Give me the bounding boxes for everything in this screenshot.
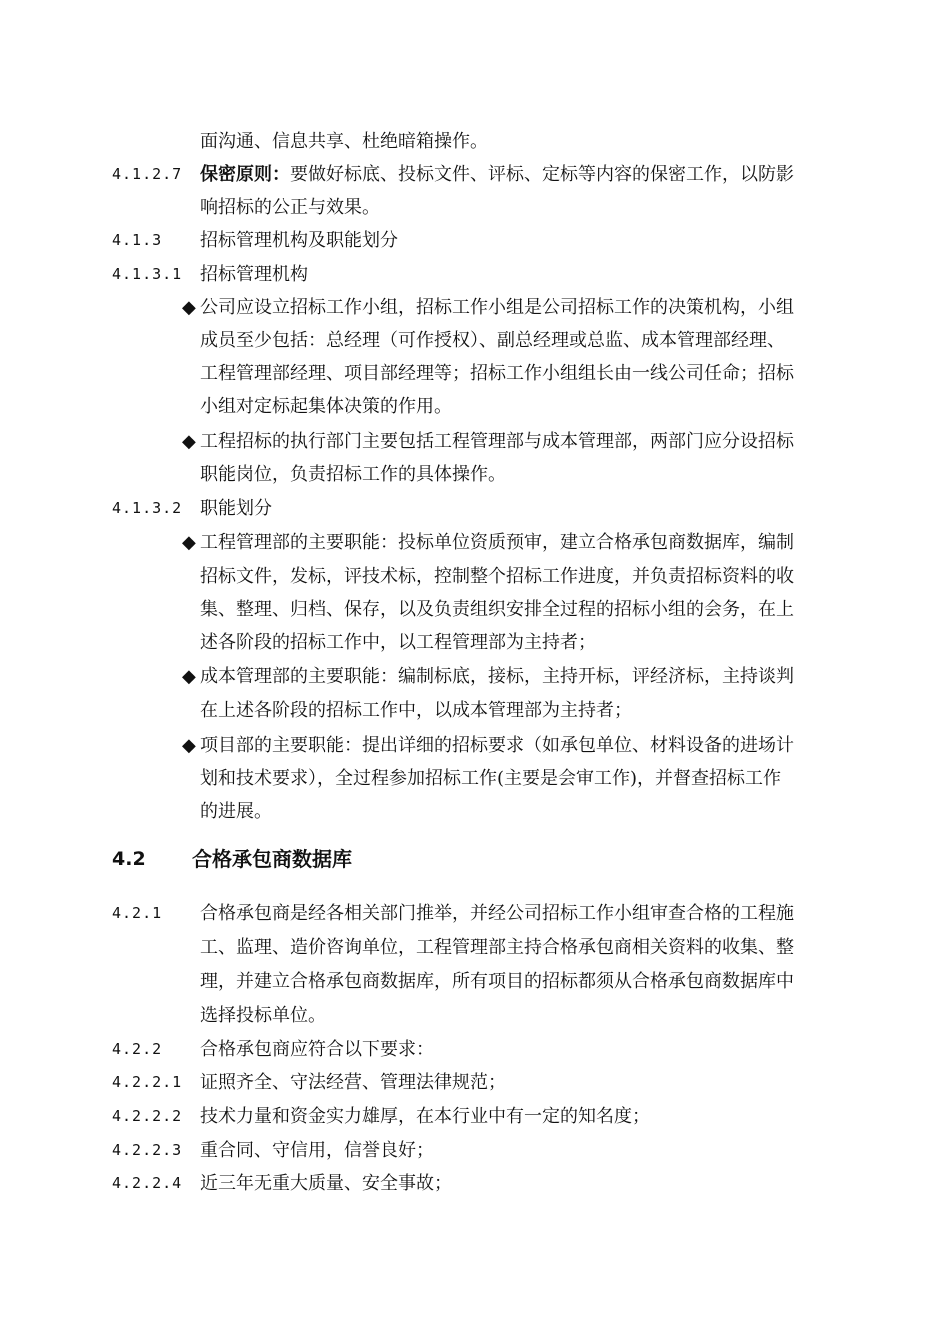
line-text: 成员至少包括：总经理（可作授权）、副总经理或总监、成本管理部经理、 [200,330,785,351]
bullet-text: 公司应设立招标工作小组，招标工作小组是公司招标工作的决策机构，小组 [200,297,794,318]
line-text: 响招标的公正与效果。 [200,197,380,218]
bullet-text: 项目部的主要职能：提出详细的招标要求（如承包单位、材料设备的进场计 [200,735,794,756]
clause-number: 4.2.2 [112,1040,163,1058]
clause-text [200,158,840,191]
line-text: 招标文件，发标，评技术标，控制整个招标工作进度，并负责招标资料的收 [200,566,794,587]
clause-text: 招标管理机构及职能划分 [200,230,398,251]
bullet-text: 成本管理部的主要职能：编制标底，接标，主持开标，评经济标，主持谈判 [200,666,794,687]
clause-number: 4.1.3 [112,231,163,249]
line-text: 面沟通、信息共享、杜绝暗箱操作。 [200,131,488,152]
clause-text: 招标管理机构 [200,264,308,285]
clause-number: 4.1.3.2 [112,499,183,517]
clause-number: 4.2.2.3 [112,1141,183,1159]
diamond-bullet-icon: ◆ [182,666,196,687]
clause-number: 4.1.3.1 [112,265,183,283]
clause-text: 合格承包商是经各相关部门推举，并经公司招标工作小组审查合格的工程施 [200,903,794,924]
line-text: 理，并建立合格承包商数据库，所有项目的招标都须从合格承包商数据库中 [200,971,794,992]
line-text: 职能岗位，负责招标工作的具体操作。 [200,464,506,485]
clause-text: 证照齐全、守法经营、管理法律规范； [200,1072,506,1093]
line-text: 工、监理、造价咨询单位，工程管理部主持合格承包商相关资料的收集、整 [200,937,794,958]
clause-text: 技术力量和资金实力雄厚，在本行业中有一定的知名度； [200,1106,650,1127]
line-text: 小组对定标起集体决策的作用。 [200,396,452,417]
diamond-bullet-icon: ◆ [182,735,196,756]
clause-body: 要做好标底、投标文件、评标、定标等内容的保密工作，以防影 [290,164,794,185]
clause-number: 4.1.2.7 [112,165,183,183]
bullet-text: 工程招标的执行部门主要包括工程管理部与成本管理部，两部门应分设招标 [200,431,794,452]
line-text: 划和技术要求），全过程参加招标工作(主要是会审工作)，并督查招标工作 [200,768,782,789]
clause-number: 4.2.1 [112,904,163,922]
clause-text: 合格承包商应符合以下要求： [200,1039,434,1060]
diamond-bullet-icon: ◆ [182,297,196,318]
bullet-text: 工程管理部的主要职能：投标单位资质预审，建立合格承包商数据库，编制 [200,532,794,553]
line-text: 述各阶段的招标工作中，以工程管理部为主持者； [200,632,596,653]
section-number: 4.2 [112,848,146,870]
clause-text: 职能划分 [200,498,272,519]
clause-bold-label: 保密原则： [200,164,290,185]
diamond-bullet-icon: ◆ [182,431,196,452]
clause-text: 重合同、守信用，信誉良好； [200,1140,434,1161]
line-text: 选择投标单位。 [200,1005,326,1026]
diamond-bullet-icon: ◆ [182,532,196,553]
line-text: 工程管理部经理、项目部经理等；招标工作小组组长由一线公司任命；招标 [200,363,794,384]
line-text: 集、整理、归档、保存，以及负责组织安排全过程的招标小组的会务，在上 [200,599,794,620]
clause-number: 4.2.2.1 [112,1073,183,1091]
clause-number: 4.2.2.4 [112,1174,183,1192]
clause-text: 近三年无重大质量、安全事故； [200,1173,452,1194]
line-text: 在上述各阶段的招标工作中，以成本管理部为主持者； [200,700,632,721]
clause-number: 4.2.2.2 [112,1107,183,1125]
line-text: 的进展。 [200,801,272,822]
section-title: 合格承包商数据库 [192,847,352,871]
